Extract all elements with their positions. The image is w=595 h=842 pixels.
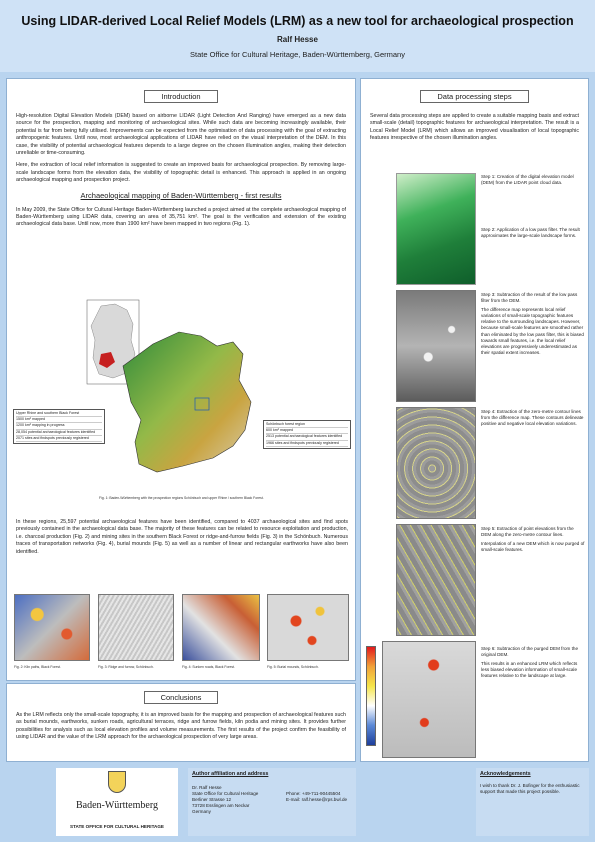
- contact-panel: [188, 768, 356, 836]
- conclusions-panel: [6, 683, 356, 762]
- fig2-image: [14, 594, 90, 661]
- fig4-caption: Fig. 4: Sunken roads, Black Forest.: [182, 665, 235, 669]
- step2-text: [481, 227, 585, 239]
- coat-of-arms-icon: [108, 771, 126, 793]
- fig5-caption: Fig. 5: Burial mounds, Schönbuch.: [267, 665, 319, 669]
- fig1-caption: Fig. 1: Baden-Württemberg with the prospection regions Schönbuch and upper Rhine / southern Black Forest.: [99, 496, 264, 500]
- legend-left-item: Upper Rhine and southern Black Forest: [16, 411, 102, 417]
- legend-right-item: 2513 potential archaeological features identified: [266, 434, 348, 440]
- fig5-image: [267, 594, 349, 661]
- poster-title: Using LIDAR-derived Local Relief Models (LRM) as a new tool for archaeological prospection: [21, 14, 574, 28]
- contact-line: Germany: [192, 809, 211, 815]
- contact-email[interactable]: E-mail: ralf.hesse@rps.bwl.de: [286, 797, 348, 803]
- logo-office: STATE OFFICE FOR CULTURAL HERITAGE: [70, 824, 164, 829]
- ack-text: I wish to thank Dr. J. Bofinger for the enthusiastic support that made this project possible.: [480, 783, 580, 795]
- step4-title: Step 4: Extraction of the zero-metre contour lines from the difference map. These contours delineate positive and negative local elevation variations.: [481, 409, 584, 427]
- intro-paragraph-2: Here, the extraction of local relief information is suggested to create an improved basis for archaeological prospection. By removing large-scale landscape forms from the elevation data, the visibility of topographic detail is enhanced. This approach is applied in an ongoing archaeological mapping and prospection project.: [16, 162, 346, 184]
- step4-image: [396, 407, 476, 519]
- logo-panel: [56, 768, 178, 836]
- left-panel: [6, 78, 356, 681]
- mapping-paragraph-1: In May 2009, the State Office for Cultural Heritage Baden-Württemberg launched a project aimed at the complete archaeological mapping of Baden-Württemberg using LIDAR data, covering an area of 35,751 km². The goal is the verification and extension of the existing archaeological data base. Until now, more than 1900 km² have been mapped in two regions (Fig. 1).: [16, 206, 346, 228]
- step6-detail: This results in an enhanced LRM which reflects less biased elevation information of small-scale features relative to the landscape at large.: [481, 661, 578, 679]
- legend-upper-rhine: [13, 409, 105, 444]
- legend-right-item: 600 km² mapped: [266, 428, 348, 434]
- mapping-paragraph-2: In these regions, 25,597 potential archaeological features have been identified, compared to 4037 archaeological sites and find spots previously contained in the archaeological data base. The majority of these features can be related to resource exploitation and production, i.e. charcoal production (Fig. 2) and mining sites in the southern Black Forest or ridge-and-furrow fields (Fig. 3) in the Schönbuch. Numerous traces of transportation networks (Fig. 4), burial mounds (Fig. 5) as well as a number of linear and rectangular earthworks have also been identified.: [16, 519, 348, 555]
- step3-image: [396, 290, 476, 402]
- step2-title: Step 2: Application of a low pass filter. The result approximates the large-scale landscape forms.: [481, 227, 580, 239]
- step5-title: Step 5: Extraction of point elevations from the DEM along the zero-metre contour lines.: [481, 526, 574, 538]
- step6-title: Step 6: Subtraction of the purged DEM from the original DEM.: [481, 646, 579, 658]
- legend-left-item: 1500 km² mapped: [16, 417, 102, 423]
- contact-line: 73728 Esslingen am Neckar: [192, 803, 250, 809]
- conclusions-heading: Conclusions: [144, 691, 219, 704]
- legend-right-item: 1966 sites and findspots previously registered: [266, 441, 348, 447]
- fig4-image: [182, 594, 260, 661]
- step6-text: [481, 646, 585, 679]
- step3-text: [481, 292, 585, 356]
- step3-detail: The difference map represents local relief variations of small-scale topographic features relative to the surrounding landscapes. However, because small-scale features are smoothed rather than eliminated by the low pass filter, this is biased towards small features, i.e. the local relief elevations are progressively underestimated as their spatial extent increases.: [481, 307, 584, 355]
- conclusions-paragraph: As the LRM reflects only the small-scale topography, it is an improved basis for the mapping and prospection of archaeological features such as burial mounds, earthworks, sunken roads, agricultural terraces, ridge and furrow fields, kiln podia and mining sites. It provides further possibilities for analysis such as local elevation profiles and volume measurements. The first results of the project confirm the feasibility of using LIDAR and the value of the LRM approach for the archaeological prospection of very large areas.: [16, 712, 346, 741]
- step3-title: Step 3: Subtraction of the result of the low pass filter from the DEM.: [481, 292, 578, 304]
- ack-panel: [476, 768, 589, 836]
- step6-colorbar: [366, 646, 376, 746]
- contact-line: State Office for Cultural Heritage: [192, 791, 259, 797]
- legend-right-item: Schönbuch forest region: [266, 422, 348, 428]
- step4-text: [481, 409, 585, 427]
- fig3-caption: Fig. 3: Ridge and furrow, Schönbuch.: [98, 665, 154, 669]
- fig2-caption: Fig. 2: Kiln paths, Black Forest.: [14, 665, 61, 669]
- mapping-heading: Archaeological mapping of Baden-Württemberg - first results: [80, 190, 282, 200]
- contact-line: Berliner Strasse 12: [192, 797, 232, 803]
- poster-header: [0, 0, 595, 72]
- step5-image: [396, 524, 476, 636]
- legend-left-item: 1200 km² mapping in progress: [16, 423, 102, 429]
- legend-left-item: 2071 sites and findspots previously registered: [16, 436, 102, 442]
- affiliation: State Office for Cultural Heritage, Baden-Württemberg, Germany: [190, 50, 405, 59]
- contact-heading: Author affiliation and address: [192, 771, 269, 777]
- legend-left-item: 28,054 potential archaeological features identified: [16, 430, 102, 436]
- ack-heading: Acknowledgements: [480, 771, 531, 777]
- fig3-image: [98, 594, 174, 661]
- contact-line: Dr. Ralf Hesse: [192, 785, 222, 790]
- logo-name: Baden-Württemberg: [75, 800, 158, 811]
- step1-text: [481, 174, 585, 186]
- contact-phone: Phone: +49-711-90445504: [286, 791, 341, 796]
- legend-schoenbuch: [263, 420, 351, 449]
- fig1-map: [83, 296, 293, 496]
- processing-intro: Several data processing steps are applied to create a suitable mapping basis and extract small-scale (detail) topographic features for archaeological interpretation. The result is a Local Relief Model (LRM) which allows an improved visualisation of local topographic features irrespective of the chosen illumination angles.: [370, 113, 579, 142]
- baden-wuerttemberg-map: [83, 296, 293, 496]
- step5-detail: Interpolation of a new DEM which is now purged of small-scale features.: [481, 541, 585, 553]
- intro-heading: Introduction: [144, 90, 217, 103]
- intro-paragraph-1: High-resolution Digital Elevation Models (DEM) based on airborne LIDAR (Light Detection And Ranging) have emerged as a new data source for the prospection, mapping and monitoring of archaeological sites. While such data are becoming increasingly available, their potential is far from being fully utilised. Improvements can be expected from the optimisation of data processing with the goal of extracting anthropogenic features. Until now, most archaeological applications of LIDAR have relied on the visual interpretation of the DEM. In this case, the visibility of potential archaeological features depends to a large degree on the chosen illumination angles, making their detection unreliable or time-consuming.: [16, 113, 346, 157]
- author-name: Ralf Hesse: [277, 35, 318, 44]
- step5-text: [481, 526, 585, 553]
- processing-heading: Data processing steps: [420, 90, 528, 103]
- step6-image: [382, 641, 476, 758]
- step1-title: Step 1: Creation of the digital elevation model (DEM) from the LIDAR point cloud data.: [481, 174, 574, 186]
